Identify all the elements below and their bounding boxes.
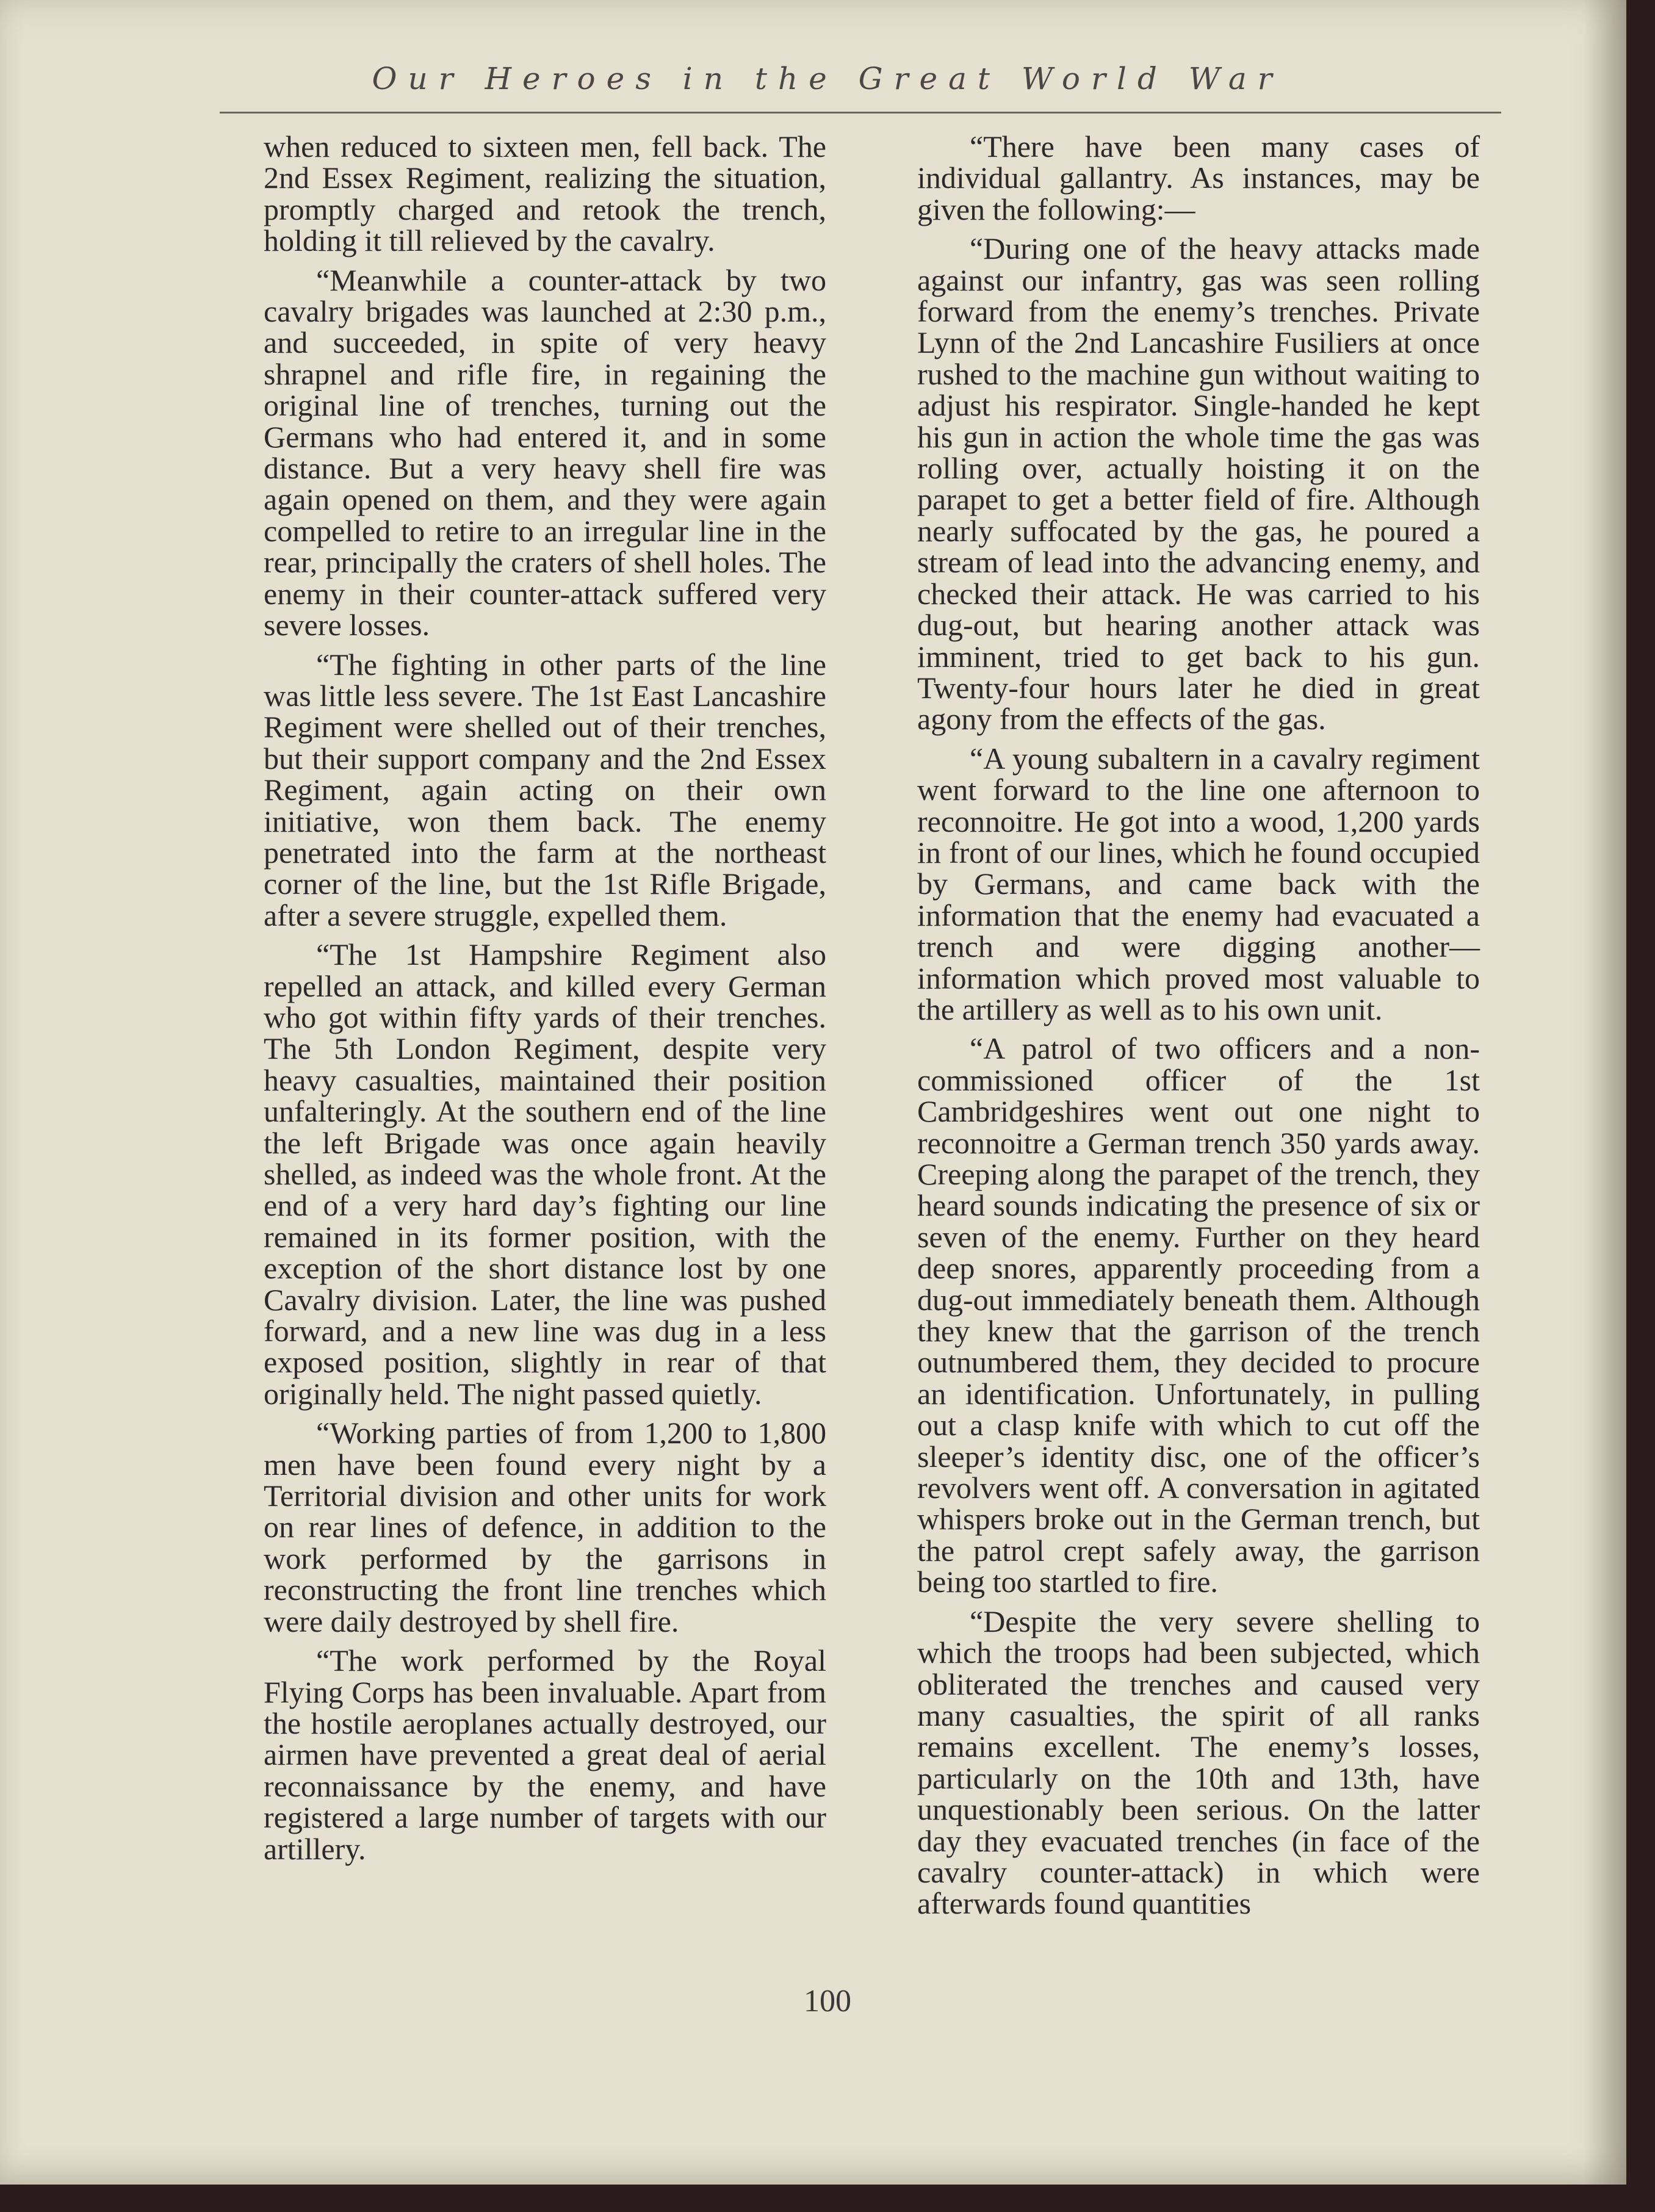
header-rule xyxy=(220,112,1501,113)
paragraph: “A patrol of two officers and a non-commissioned officer of the 1st Cambridgeshires went out one night to reconnoitre a German trench 350 yards away. Creeping along the parapet of the trench, they heard sounds indicating the presence of six or seven of the enemy. Further on they heard deep snores, apparently proceeding from a dug-out immediately beneath them. Although they knew that the garrison of the trench outnumbered them, they decided to procure an identification. Unfortunately, in pulling out a clasp knife with which to cut off the sleeper’s identity disc, one of the officer’s revolvers went off. A conversation in agitated whispers broke out in the German trench, but the patrol crept safely away, the garrison being too startled to fire. xyxy=(917,1031,1480,1599)
scan-background xyxy=(0,2185,1655,2212)
paragraph: when reduced to sixteen men, fell back. The 2nd Essex Regiment, realizing the situation, promptly charged and retook the trench, holding it till relieved by the cavalry. xyxy=(264,129,826,258)
paragraph: “There have been many cases of individual gallantry. As instances, may be given the following:— xyxy=(917,129,1480,226)
running-head: Our Heroes in the Great World War xyxy=(372,61,1283,96)
paragraph: “The work performed by the Royal Flying Corps has been invaluable. Apart from the hostile aeroplanes actually destroyed, our airmen have prevented a great deal of aerial reconnaissance by the enemy, and have registered a large number of targets with our artillery. xyxy=(264,1643,826,1866)
page-edge-shadow xyxy=(1584,0,1626,2185)
paragraph: “During one of the heavy attacks made against our infantry, gas was seen rolling forward from the enemy’s trenches. Private Lynn of the 2nd Lancashire Fusiliers at once rushed to the machine gun without waiting to adjust his respirator. Single-handed he kept his gun in action the whole time the gas was rolling over, actually hoisting it on the parapet to get a better field of fire. Although nearly suffocated by the gas, he poured a stream of lead into the advancing enemy, and checked their attack. He was carried to his dug-out, but hearing another attack was imminent, tried to get back to his gun. Twenty-four hours later he died in great agony from the effects of the gas. xyxy=(917,231,1480,737)
left-column xyxy=(264,131,826,1873)
paragraph: “The fighting in other parts of the line was little less severe. The 1st East Lancashire Regiment were shelled out of their trenches, but their support company and the 2nd Essex Regiment, again acting on their own initiative, won them back. The enemy penetrated into the farm at the northeast corner of the line, but the 1st Rifle Brigade, after a severe struggle, expelled them. xyxy=(264,647,826,932)
right-column xyxy=(917,131,1480,1928)
paragraph: “The 1st Hampshire Regiment also repelled an attack, and killed every German who got within fifty yards of their trenches. The 5th London Regiment, despite very heavy casualties, maintained their position unfalteringly. At the southern end of the line the left Brigade was once again heavily shelled, as indeed was the whole front. At the end of a very hard day’s fighting our line remained in its former position, with the exception of the short distance lost by one Cavalry division. Later, the line was pushed forward, and a new line was dug in a less exposed position, slightly in rear of that originally held. The night passed quietly. xyxy=(264,937,826,1411)
paragraph: “Despite the very severe shelling to which the troops had been subjected, which obliterated the trenches and caused very many casualties, the spirit of all ranks remains excellent. The enemy’s losses, particularly on the 10th and 13th, have unquestionably been serious. On the latter day they evacuated trenches (in face of the cavalry counter-attack) in which were afterwards found quantities xyxy=(917,1604,1480,1921)
paragraph: “Meanwhile a counter-attack by two cavalry brigades was launched at 2:30 p.m., and succeeded, in spite of very heavy shrapnel and rifle fire, in regaining the original line of trenches, turning out the Germans who had entered it, and in some distance. But a very heavy shell fire was again opened on them, and they were again compelled to retire to an irregular line in the rear, principally the craters of shell holes. The enemy in their counter-attack suffered very severe losses. xyxy=(264,262,826,643)
page-number: 100 xyxy=(804,1984,851,2019)
paragraph: “A young subaltern in a cavalry regiment went forward to the line one afternoon to reconnoitre. He got into a wood, 1,200 yards in front of our lines, which he found occupied by Germans, and came back with the information that the enemy had evacuated a trench and were digging another—information which proved most valuable to the artillery as well as to his own unit. xyxy=(917,741,1480,1026)
paragraph: “Working parties of from 1,200 to 1,800 men have been found every night by a Territorial division and other units for work on rear lines of defence, in addition to the work performed by the garrisons in reconstructing the front line trenches which were daily destroyed by shell fire. xyxy=(264,1416,826,1638)
